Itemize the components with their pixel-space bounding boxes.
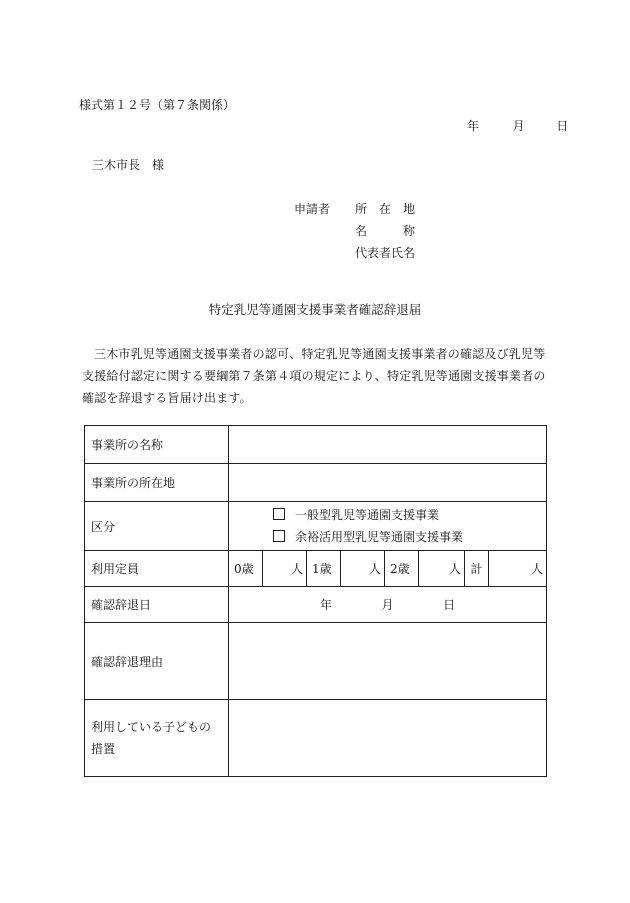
form-number: 様式第１２号（第７条関係） [79, 98, 236, 112]
category-option-label: 一般型乳児等通園支援事業 [295, 508, 440, 522]
row-category [85, 502, 547, 551]
children-label-line2: 措置 [91, 742, 116, 756]
category-option-surplus[interactable] [235, 526, 540, 548]
category-option-general[interactable] [235, 504, 540, 526]
category-label: 区分 [85, 502, 229, 551]
row-withdraw-reason [85, 623, 547, 700]
withdraw-reason-label: 確認辞退理由 [85, 623, 229, 700]
document-title: 特定乳児等通園支援事業者確認辞退届 [208, 302, 422, 317]
capacity-total-label: 計 [465, 551, 489, 587]
date-day-label: 日 [556, 119, 569, 133]
capacity-age0-field[interactable] [263, 551, 307, 587]
capacity-label: 利用定員 [85, 551, 229, 587]
capacity-unit: 人 [448, 562, 461, 576]
row-office-location [85, 464, 547, 502]
applicant-label: 申請者 [294, 202, 331, 216]
addressee: 三木市長 様 [92, 158, 165, 172]
children-label-line1: 利用している子どもの [91, 720, 212, 734]
row-capacity [85, 551, 547, 587]
withdraw-day-label: 日 [443, 598, 456, 612]
body-text [82, 343, 552, 409]
capacity-age1-label: 1歳 [307, 551, 341, 587]
office-name-field[interactable] [229, 426, 547, 464]
date-month-label: 月 [512, 119, 525, 133]
checkbox-icon[interactable] [273, 508, 285, 520]
row-office-name [85, 426, 547, 464]
children-measures-label [85, 700, 229, 777]
category-options [229, 502, 547, 551]
capacity-unit: 人 [290, 562, 303, 576]
children-measures-field[interactable] [229, 700, 547, 777]
applicant-representative-label: 代表者氏名 [355, 246, 416, 260]
withdraw-date-label: 確認辞退日 [85, 587, 229, 623]
withdraw-reason-field[interactable] [229, 623, 547, 700]
capacity-unit: 人 [368, 562, 381, 576]
capacity-age1-field[interactable] [341, 551, 385, 587]
withdraw-year-label: 年 [319, 598, 332, 612]
withdraw-month-label: 月 [381, 598, 394, 612]
office-location-label: 事業所の所在地 [85, 464, 229, 502]
capacity-unit: 人 [530, 562, 543, 576]
submission-date [467, 118, 568, 134]
capacity-age0-label: 0歳 [229, 551, 263, 587]
withdraw-date-field[interactable] [229, 587, 547, 623]
form-table [84, 425, 547, 777]
applicant-address-label: 所 在 地 [355, 202, 416, 216]
office-name-label: 事業所の名称 [85, 426, 229, 464]
checkbox-icon[interactable] [273, 530, 285, 542]
date-year-label: 年 [467, 119, 480, 133]
applicant-name-label: 名 称 [355, 224, 416, 238]
capacity-age2-field[interactable] [419, 551, 465, 587]
office-location-field[interactable] [229, 464, 547, 502]
row-children-measures [85, 700, 547, 777]
capacity-age2-label: 2歳 [385, 551, 419, 587]
body-paragraph: 三木市乳児等通園支援事業者の認可、特定乳児等通園支援事業者の確認及び乳児等支援給付認定に関する要綱第７条第４項の規定により、特定乳児等通園支援事業者の確認を辞退する旨届け出ます。 [82, 347, 546, 405]
row-withdraw-date [85, 587, 547, 623]
capacity-total-field[interactable] [489, 551, 547, 587]
category-option-label: 余裕活用型乳児等通園支援事業 [295, 530, 464, 544]
